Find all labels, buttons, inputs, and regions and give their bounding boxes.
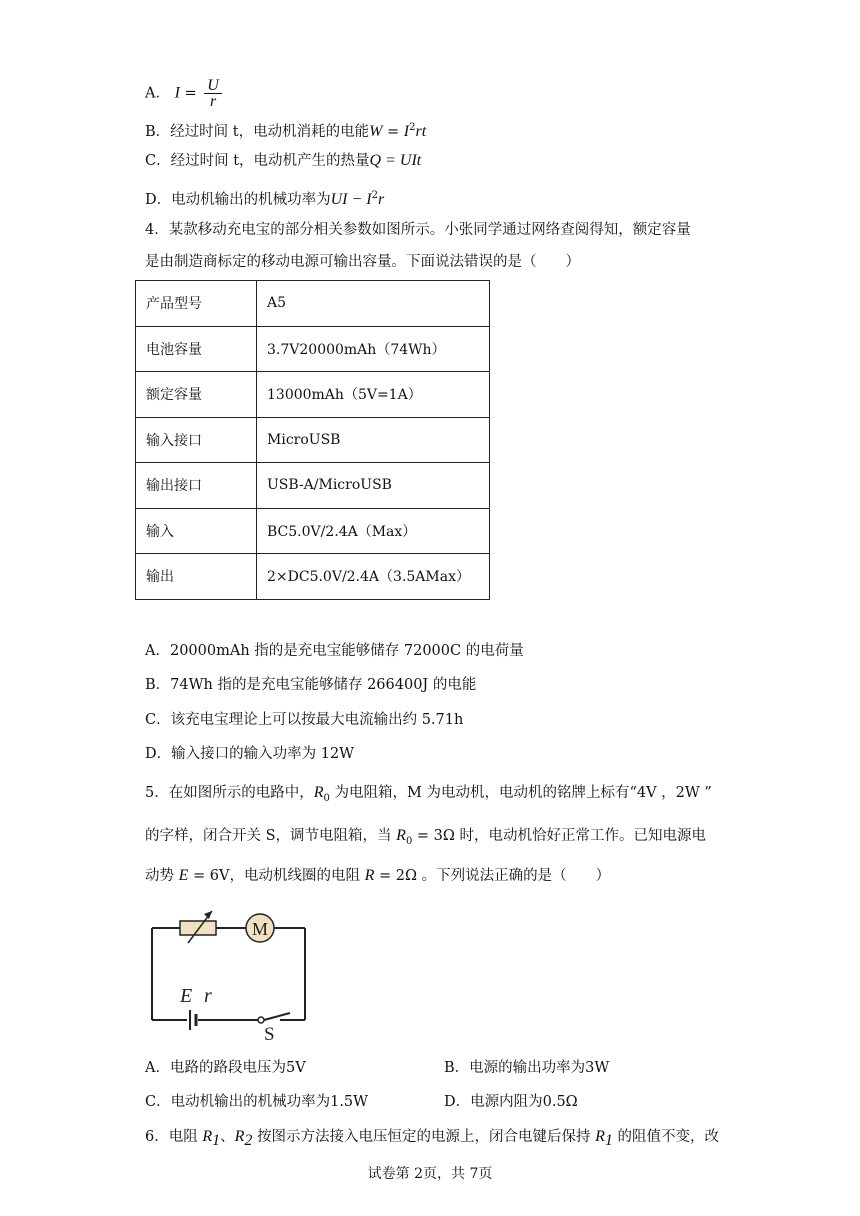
q5-option-c: C．电动机输出的机械功率为1.5W <box>145 1094 369 1110</box>
switch-contact-icon <box>258 1017 264 1023</box>
formula-sub: 0 <box>405 835 413 847</box>
stem-text: 5．在如图所示的电路中， <box>145 785 314 801</box>
q4-option-a: A．20000mAh 指的是充电宝能够储存 72000C 的电荷量 <box>145 643 524 659</box>
q4-stem-line1: 4．某款移动充电宝的部分相关参数如图所示。小张同学通过网络查阅得知，额定容量 <box>145 222 691 238</box>
formula: = 2Ω <box>374 868 417 884</box>
q5-option-d: D．电源内阻为0.5Ω <box>444 1094 578 1110</box>
stem-text: 按图示方法接入电压恒定的电源上，闭合电键后保持 <box>252 1129 596 1145</box>
q5-stem-line3 <box>145 866 610 886</box>
table-value-cell: 2×DC5.0V/2.4A（3.5AMax） <box>257 554 490 600</box>
circuit-diagram <box>140 895 315 1040</box>
table-value-cell: A5 <box>257 281 490 327</box>
stem-text: 。下列说法正确的是（ ） <box>416 868 611 884</box>
q5-option-b: B．电源的输出功率为3W <box>444 1060 610 1076</box>
internal-resistance-label: r <box>204 985 212 1007</box>
formula: R <box>364 867 375 884</box>
formula: W <box>369 122 383 140</box>
table-value-cell: 3.7V20000mAh（74Wh） <box>257 326 490 372</box>
table-row <box>136 372 490 418</box>
formula: R <box>313 784 324 801</box>
formula: R <box>595 1128 605 1145</box>
q6-stem-line1 <box>145 1127 719 1151</box>
table-key-cell: 输出 <box>136 554 257 600</box>
q5-option-a: A．电路的路段电压为5V <box>145 1060 306 1076</box>
stem-text: 的阻值不变，改 <box>612 1129 720 1145</box>
stem-text: 动势 <box>145 868 179 884</box>
formula: = <box>382 123 404 140</box>
motor-label: M <box>251 919 269 939</box>
table-row <box>136 326 490 372</box>
stem-text: ，电动机线圈的电阻 <box>229 868 365 884</box>
option-text: C．经过时间 t，电动机产生的热量 <box>145 153 370 169</box>
formula: = 3Ω <box>412 828 455 844</box>
table-value-cell: BC5.0V/2.4A（Max） <box>257 508 490 554</box>
table-row <box>136 281 490 327</box>
q3-option-c <box>145 151 421 171</box>
fraction-denominator: r <box>209 93 217 110</box>
formula: Q = UIt <box>369 152 422 169</box>
table-value-cell: USB-A/MicroUSB <box>257 463 490 509</box>
table-key-cell: 输入接口 <box>136 417 257 463</box>
formula-sup: 2 <box>371 190 379 201</box>
table-value-cell: 13000mAh（5V=1A） <box>257 372 490 418</box>
option-text: B．经过时间 t，电动机消耗的电能 <box>145 123 370 140</box>
table-key-cell: 产品型号 <box>136 281 257 327</box>
spec-table <box>135 280 490 600</box>
table-key-cell: 额定容量 <box>136 372 257 418</box>
table-value-cell: MicroUSB <box>257 417 490 463</box>
formula: = 6V <box>188 868 230 884</box>
formula: E <box>178 867 189 884</box>
table-key-cell: 电池容量 <box>136 326 257 372</box>
table-row <box>136 508 490 554</box>
stem-text: 时，电动机恰好正常工作。已知电源电 <box>454 828 707 844</box>
switch-label: S <box>264 1024 275 1040</box>
stem-text: 6．电阻 <box>145 1129 203 1145</box>
arrow-head-icon <box>204 911 212 919</box>
formula-i: I <box>174 84 180 102</box>
q4-option-c: C．该充电宝理论上可以按最大电流输出约 5.71h <box>145 712 464 728</box>
page-footer: 试卷第 2页，共 7页 <box>367 1166 493 1182</box>
formula: R <box>396 827 406 844</box>
table-row <box>136 554 490 600</box>
formula-sup: 2 <box>409 122 416 133</box>
q4-option-b: B．74Wh 指的是充电宝能够储存 266400J 的电能 <box>145 677 477 693</box>
formula-sub: 1 <box>604 1131 613 1149</box>
fraction-numerator: U <box>204 78 222 94</box>
q5-stem-line2 <box>145 826 706 852</box>
stem-text: 、 <box>220 1129 235 1145</box>
q4-stem-line2: 是由制造商标定的移动电源可输出容量。下面说法错误的是（ ） <box>145 254 580 270</box>
emf-label: E <box>180 985 193 1007</box>
table-key-cell: 输入 <box>136 508 257 554</box>
q4-option-d: D．输入接口的输入功率为 12W <box>145 746 355 762</box>
table-key-cell: 输出接口 <box>136 463 257 509</box>
formula-sub: 0 <box>323 792 330 804</box>
switch-blade <box>264 1013 290 1020</box>
table-row <box>136 417 490 463</box>
formula-sub: 2 <box>244 1131 253 1149</box>
resistor-box-icon <box>180 921 216 935</box>
table-row <box>136 463 490 509</box>
option-label: A． <box>145 85 170 102</box>
formula: r <box>378 190 385 208</box>
stem-text: 的字样，闭合开关 S，调节电阻箱，当 <box>145 828 397 844</box>
formula-sub: 1 <box>212 1131 221 1149</box>
stem-text: 为电阻箱，M 为电动机，电动机的铭牌上标有“4V ，2W ” <box>329 785 712 801</box>
formula-eq: = <box>184 85 197 102</box>
q3-option-a <box>145 78 222 109</box>
q3-option-b <box>145 118 426 142</box>
formula: UI − I <box>330 190 372 208</box>
formula: I <box>403 122 410 140</box>
formula: R <box>234 1128 245 1145</box>
formula: rt <box>415 122 427 140</box>
option-text: D．电动机输出的机械功率为 <box>145 191 331 208</box>
q3-option-d <box>145 186 384 210</box>
q5-stem-line1 <box>145 783 712 809</box>
fraction <box>204 78 222 109</box>
formula: R <box>202 1128 213 1145</box>
